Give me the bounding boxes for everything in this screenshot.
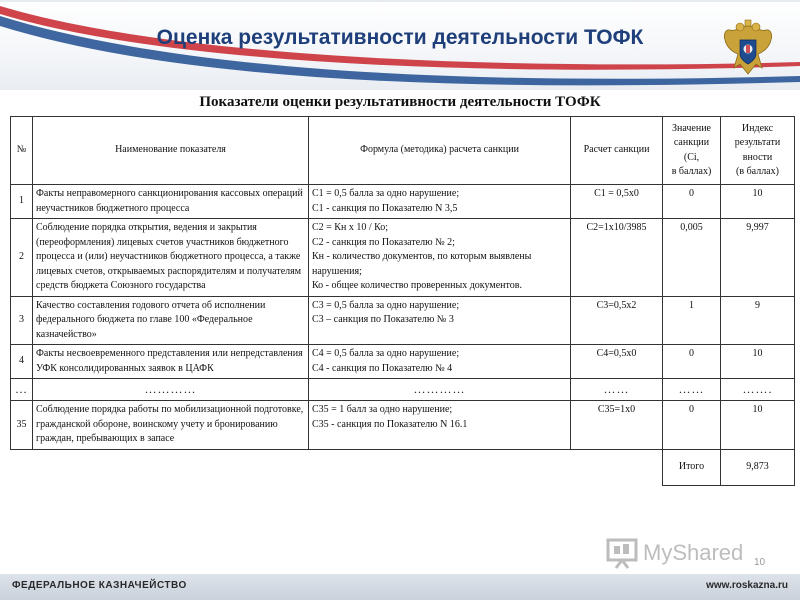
row-num: 3: [11, 296, 33, 345]
row-name: Соблюдение порядка работы по мобилизационной подготовке, гражданской обороне, воинскому учету и бронированию граждан, пребывающих в запасе: [33, 401, 309, 450]
col-header-calc: Расчет санкции: [571, 117, 663, 185]
row-index: 10: [721, 345, 795, 379]
row-calc: С4=0,5х0: [571, 345, 663, 379]
ellipsis-row: [11, 379, 795, 401]
col-header-value: Значение санкции (Ci, в баллах): [663, 117, 721, 185]
row-formula: С4 = 0,5 балла за одно нарушение; С4 - санкция по Показателю № 4: [309, 345, 571, 379]
total-value: 9,873: [721, 449, 795, 485]
row-value: 0: [663, 185, 721, 219]
footer-website-link[interactable]: www.roskazna.ru: [706, 580, 788, 591]
col-header-name: Наименование показателя: [33, 117, 309, 185]
row-num: 4: [11, 345, 33, 379]
row-name: Соблюдение порядка открытия, ведения и закрытия (переоформления) лицевых счетов участников бюджетного процесса и (или) неучастников бюджетного процесса, а также лицевых счетов, открываемых распорядителям и получателям средств бюджета Союзного государства: [33, 219, 309, 297]
table-row: [11, 185, 795, 219]
ellipsis-name: …………: [33, 379, 309, 401]
row-calc: С1 = 0,5х0: [571, 185, 663, 219]
row-index: 10: [721, 401, 795, 450]
row-num: 2: [11, 219, 33, 297]
row-calc: С3=0,5х2: [571, 296, 663, 345]
ellipsis-num: …: [11, 379, 33, 401]
table-row: [11, 401, 795, 450]
indicators-table: [10, 116, 795, 486]
col-header-num: №: [11, 117, 33, 185]
row-value: 0,005: [663, 219, 721, 297]
page-number: 10: [754, 557, 766, 568]
row-value: 0: [663, 345, 721, 379]
row-name: Качество составления годового отчета об исполнении федерального бюджета по главе 100 «Федеральное казначейство»: [33, 296, 309, 345]
row-value: 1: [663, 296, 721, 345]
table-row: [11, 296, 795, 345]
watermark: [605, 536, 775, 570]
ellipsis-value: ……: [663, 379, 721, 401]
table-header-row: [11, 117, 795, 185]
row-name: Факты неправомерного санкционирования кассовых операций неучастников бюджетного процесса: [33, 185, 309, 219]
ellipsis-formula: …………: [309, 379, 571, 401]
table-heading: Показатели оценки результативности деятельности ТОФК: [199, 94, 601, 110]
row-calc: С2=1х10/3985: [571, 219, 663, 297]
col-header-formula: Формула (методика) расчета санкции: [309, 117, 571, 185]
row-calc: С35=1х0: [571, 401, 663, 450]
page-title: Оценка результативности деятельности ТОФК: [156, 26, 644, 49]
total-label: Итого: [663, 449, 721, 485]
footer-organization: ФЕДЕРАЛЬНОЕ КАЗНАЧЕЙСТВО: [12, 580, 187, 591]
row-index: 9,997: [721, 219, 795, 297]
row-index: 10: [721, 185, 795, 219]
row-num: 35: [11, 401, 33, 450]
row-formula: С3 = 0,5 балла за одно нарушение; С3 – санкция по Показателю № 3: [309, 296, 571, 345]
watermark-brand: MyShared: [643, 540, 744, 565]
col-header-index: Индекс результати вности (в баллах): [721, 117, 795, 185]
row-index: 9: [721, 296, 795, 345]
double-headed-eagle-emblem-icon: [720, 18, 776, 80]
row-value: 0: [663, 401, 721, 450]
row-formula: С2 = Кн х 10 / Ко; С2 - санкция по Показателю № 2; Кн - количество документов, по которым выявлены нарушения; Ко - общее количество проверенных документов.: [309, 219, 571, 297]
table-row: [11, 345, 795, 379]
table-row: [11, 219, 795, 297]
ellipsis-index: …….: [721, 379, 795, 401]
row-name: Факты несвоевременного представления или непредставления УФК консолидированных заявок в ЦАФК: [33, 345, 309, 379]
row-num: 1: [11, 185, 33, 219]
ellipsis-calc: ……: [571, 379, 663, 401]
total-row: [11, 449, 795, 485]
row-formula: С1 = 0,5 балла за одно нарушение; С1 - санкция по Показателю N 3,5: [309, 185, 571, 219]
presentation-board-icon: [605, 536, 639, 570]
row-formula: С35 = 1 балл за одно нарушение; С35 - санкция по Показателю N 16.1: [309, 401, 571, 450]
